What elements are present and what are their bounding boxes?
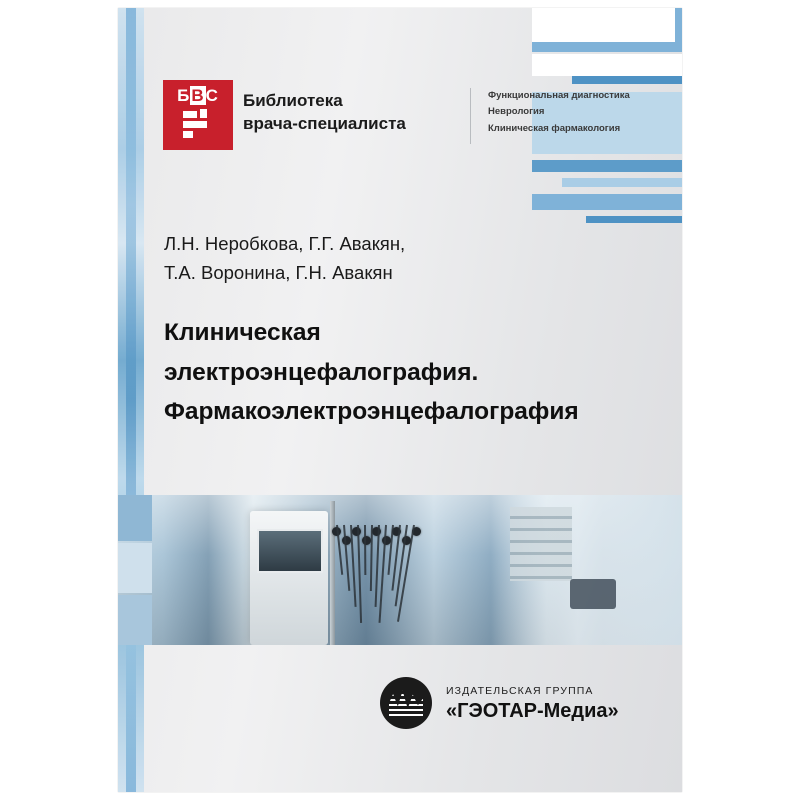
series-logo-letter-2: В bbox=[191, 86, 205, 105]
book-title-line: Фармакоэлектроэнцефалография bbox=[164, 398, 579, 426]
left-decorative-band-inner bbox=[126, 8, 136, 792]
series-title bbox=[243, 90, 453, 136]
author-line: Л.Н. Неробкова, Г.Г. Авакян, bbox=[164, 233, 406, 254]
series-title-line-2: врача-специалиста bbox=[243, 113, 406, 133]
publisher-group-label: ИЗДАТЕЛЬСКАЯ ГРУППА bbox=[446, 685, 594, 697]
series-subject-item: Неврология bbox=[488, 106, 545, 118]
series-subject-item: Клиническая фармакология bbox=[488, 122, 621, 134]
photo-window-blinds bbox=[510, 507, 572, 581]
author-list bbox=[164, 230, 594, 287]
book-title-line: Клиническая bbox=[164, 319, 321, 346]
photo-electrode-cables bbox=[336, 525, 426, 635]
cover-photograph bbox=[118, 495, 682, 645]
author-line: Т.А. Воронина, Г.Н. Авакян bbox=[164, 261, 393, 283]
publisher-logo bbox=[380, 673, 660, 743]
photo-left-tiles bbox=[118, 495, 152, 645]
series-subject-item: Функциональная диагностика bbox=[488, 90, 630, 101]
book-cover bbox=[118, 8, 682, 792]
publisher-mark-icon bbox=[380, 677, 432, 729]
series-logo-letter-3: С bbox=[205, 86, 219, 105]
series-logo-lettering bbox=[163, 86, 233, 106]
photo-eeg-screen bbox=[257, 529, 323, 573]
book-title-line: электроэнцефалография. bbox=[164, 358, 479, 386]
series-title-line-1: Библиотека bbox=[243, 91, 343, 110]
book-title bbox=[164, 313, 644, 432]
left-decorative-band bbox=[118, 8, 144, 792]
series-divider bbox=[470, 88, 471, 144]
series-logo-flag-icon bbox=[181, 108, 215, 142]
photo-stand-pole bbox=[330, 501, 335, 645]
series-subject-list bbox=[488, 88, 658, 137]
series-logo-letter-1: Б bbox=[177, 86, 191, 105]
series-logo-icon bbox=[163, 80, 233, 150]
photo-dark-object bbox=[570, 579, 616, 609]
publisher-name: «ГЭОТАР-Медиа» bbox=[446, 700, 619, 722]
